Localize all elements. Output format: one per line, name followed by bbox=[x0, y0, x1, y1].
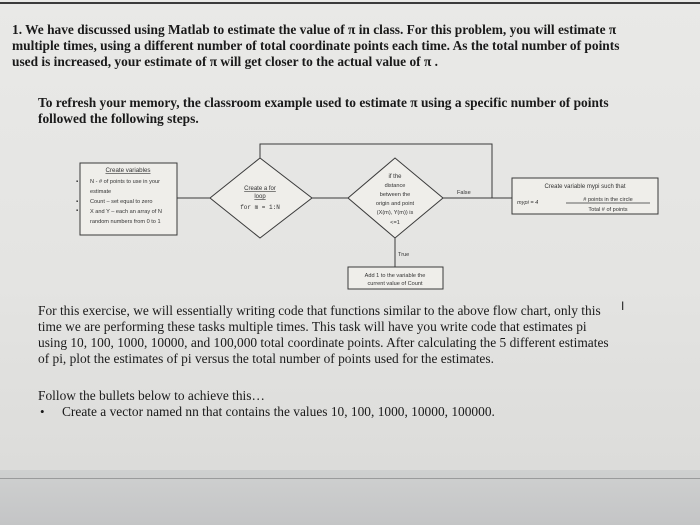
add-line-1: Add 1 to the variable the bbox=[364, 273, 426, 279]
exercise-line-3: using 10, 100, 1000, 10000, and 100,000 total coordinate points. After calculating the 5 different estimates bbox=[38, 335, 609, 350]
bullet-1-text: Create a vector named nn that contains the values 10, 100, 1000, 10000, 100000. bbox=[62, 404, 495, 419]
if-line-6: <=1 bbox=[390, 220, 400, 226]
vars-bullet-2: ▪ bbox=[76, 199, 79, 205]
if-line-5: (X(m), Y(m)) is bbox=[376, 210, 414, 216]
loop-label-2: loop bbox=[254, 194, 266, 200]
problem-line-3: used is increased, your estimate of π will get closer to the actual value of π . bbox=[12, 54, 439, 69]
exercise-line-2: time we are performing these tasks multiple times. This task will have you write code that estimates pi bbox=[38, 319, 587, 334]
vars-item-4: X and Y – each an array of N bbox=[90, 209, 162, 215]
vars-item-1: N - # of points to use in your bbox=[90, 179, 160, 185]
text-cursor-icon: I bbox=[621, 299, 625, 313]
add-line-2: current value of Count bbox=[367, 281, 423, 287]
vars-bullet-1: ▪ bbox=[76, 179, 79, 185]
true-label: True bbox=[398, 252, 410, 258]
loop-code: for m = 1:N bbox=[240, 204, 280, 211]
vars-item-3: Count – set equal to zero bbox=[90, 199, 153, 205]
false-label: False bbox=[457, 190, 471, 196]
problem-line-2: multiple times, using a different number of total coordinate points each time. As the total number of points bbox=[12, 38, 620, 53]
vars-bullet-3: ▪ bbox=[76, 208, 79, 214]
if-diamond bbox=[348, 158, 443, 238]
refresh-line-1: To refresh your memory, the classroom example used to estimate π using a specific number of points bbox=[38, 95, 609, 110]
if-line-4: origin and point bbox=[375, 201, 415, 207]
mypi-denominator: Total # of points bbox=[588, 207, 628, 213]
exercise-line-4: of pi, plot the estimates of pi versus the total number of points used for the estimates. bbox=[38, 351, 494, 366]
desk-edge bbox=[0, 478, 700, 479]
if-line-3: between the bbox=[379, 192, 411, 198]
mypi-numerator: # points in the circle bbox=[583, 197, 633, 203]
refresh-line-2: followed the following steps. bbox=[38, 111, 199, 126]
exercise-line-1: For this exercise, we will essentially writing code that functions similar to the above flow chart, only this bbox=[38, 303, 601, 318]
problem-line-1: 1. We have discussed using Matlab to estimate the value of π in class. For this problem, you will estimate π bbox=[12, 22, 617, 37]
vars-title: Create variables bbox=[105, 167, 151, 174]
if-line-1: if the bbox=[388, 174, 402, 180]
if-line-2: distance bbox=[384, 183, 406, 189]
bullet-dot: • bbox=[40, 404, 45, 419]
vars-item-5: random numbers from 0 to 1 bbox=[90, 219, 161, 225]
mypi-lhs: mypi = 4 bbox=[517, 200, 539, 206]
follow-line: Follow the bullets below to achieve this… bbox=[38, 388, 265, 403]
loop-label-1: Create a for bbox=[244, 186, 276, 192]
vars-item-2: estimate bbox=[90, 189, 112, 195]
mypi-title: Create variable mypi such that bbox=[544, 184, 626, 190]
